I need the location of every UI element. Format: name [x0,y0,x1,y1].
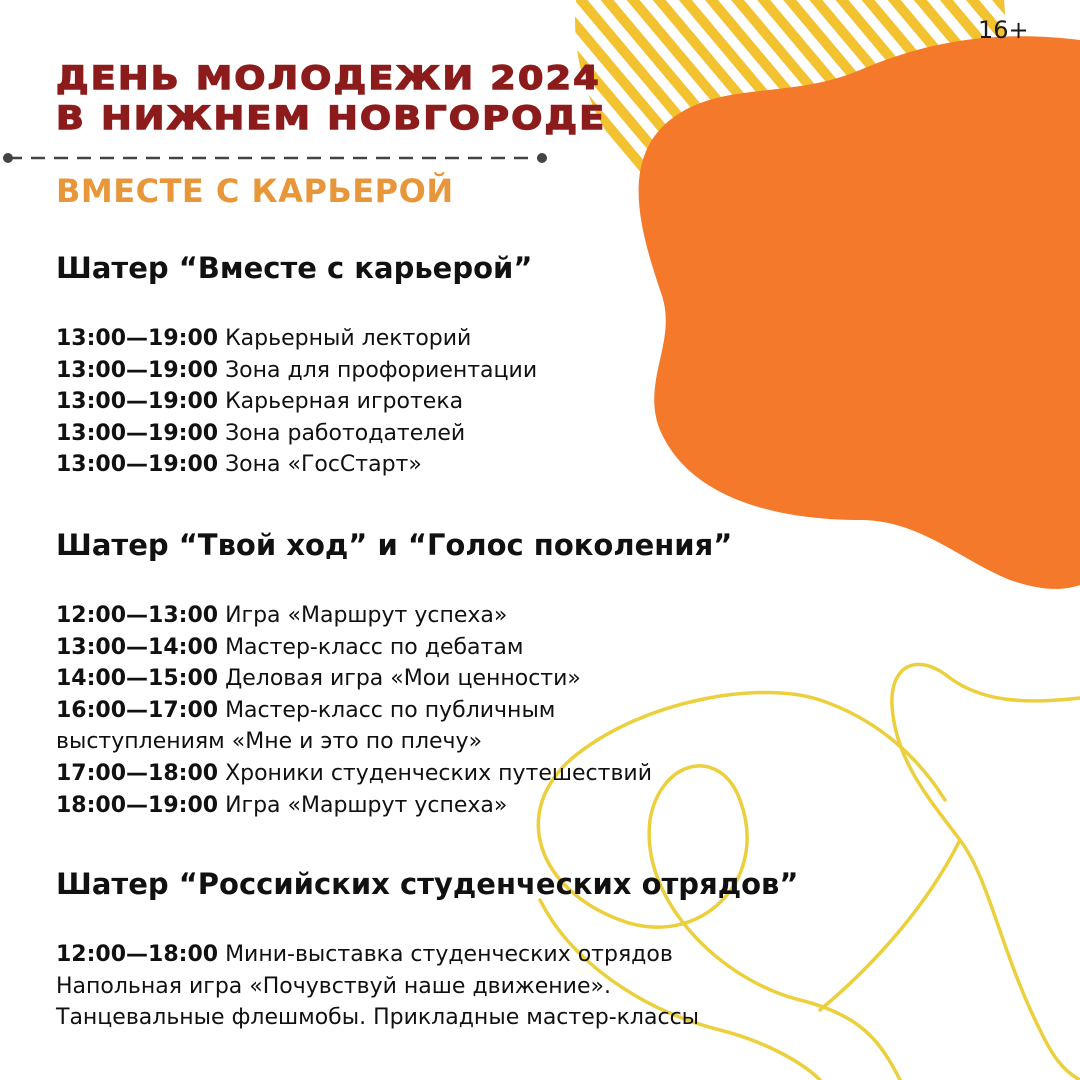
event-text: Мастер-класс по публичным [225,697,556,723]
event-time: 13:00—19:00 [56,357,219,383]
event-time: 13:00—19:00 [56,420,219,446]
event-list [56,939,798,1034]
event-list [56,600,732,821]
event-text: Карьерная игротека [225,389,464,415]
event-item [56,449,537,481]
event-text: Хроники студенческих путешествий [225,760,652,786]
event-text: Карьерный лекторий [225,326,472,351]
tent-title: Шатер “Твой ход” и “Голос поколения” [56,528,733,562]
event-text: Зона для профориентации [225,357,538,383]
dashed-divider [2,152,548,164]
event-item [56,600,732,632]
event-item [56,386,537,418]
tent-section-your-move [56,525,732,821]
event-text: Игра «Маршрут успеха» [225,792,508,818]
page-title [56,58,606,138]
event-item [56,758,732,790]
event-item [56,663,732,695]
event-item [56,355,537,387]
event-time: 17:00—18:00 [56,760,219,786]
event-continuation: выступлениям «Мне и это по плечу» [56,729,483,755]
age-rating-badge: 16+ [978,16,1029,44]
subtitle: ВМЕСТЕ С КАРЬЕРОЙ [56,172,454,210]
event-text: Зона «ГосСтарт» [225,452,422,478]
event-text: Мастер-класс по дебатам [225,634,524,660]
event-time: 12:00—13:00 [56,603,219,628]
event-text: Игра «Маршрут успеха» [225,603,508,628]
tent-section-student-teams [56,864,798,1034]
tent-title: Шатер “Вместе с карьерой” [56,251,533,285]
event-item [56,939,798,971]
event-time: 13:00—14:00 [56,634,219,660]
event-item [56,695,732,727]
tent-section-career [56,248,537,481]
event-text: Деловая игра «Мои ценности» [225,666,581,692]
event-list [56,323,537,481]
event-note: Напольная игра «Почувствуй наше движение». [56,973,611,999]
event-item [56,790,732,822]
title-line-1: ДЕНЬ МОЛОДЕЖИ 2024 [56,59,601,97]
event-time: 16:00—17:00 [56,697,219,723]
event-time: 13:00—19:00 [56,389,219,415]
event-time: 14:00—15:00 [56,666,219,692]
event-time: 13:00—19:00 [56,452,219,478]
event-item [56,632,732,664]
orange-blob [639,36,1080,589]
event-time: 13:00—19:00 [56,326,219,351]
event-text: Зона работодателей [225,420,466,446]
event-note: Танцевальные флешмобы. Прикладные мастер-классы [56,1005,700,1031]
event-item [56,418,537,450]
tent-title: Шатер “Российских студенческих отрядов” [56,867,799,901]
event-item [56,323,537,355]
event-time: 12:00—18:00 [56,942,219,967]
event-text: Мини-выставка студенческих отрядов [225,942,673,967]
title-line-2: В НИЖНЕМ НОВГОРОДЕ [56,99,607,137]
event-time: 18:00—19:00 [56,792,219,818]
